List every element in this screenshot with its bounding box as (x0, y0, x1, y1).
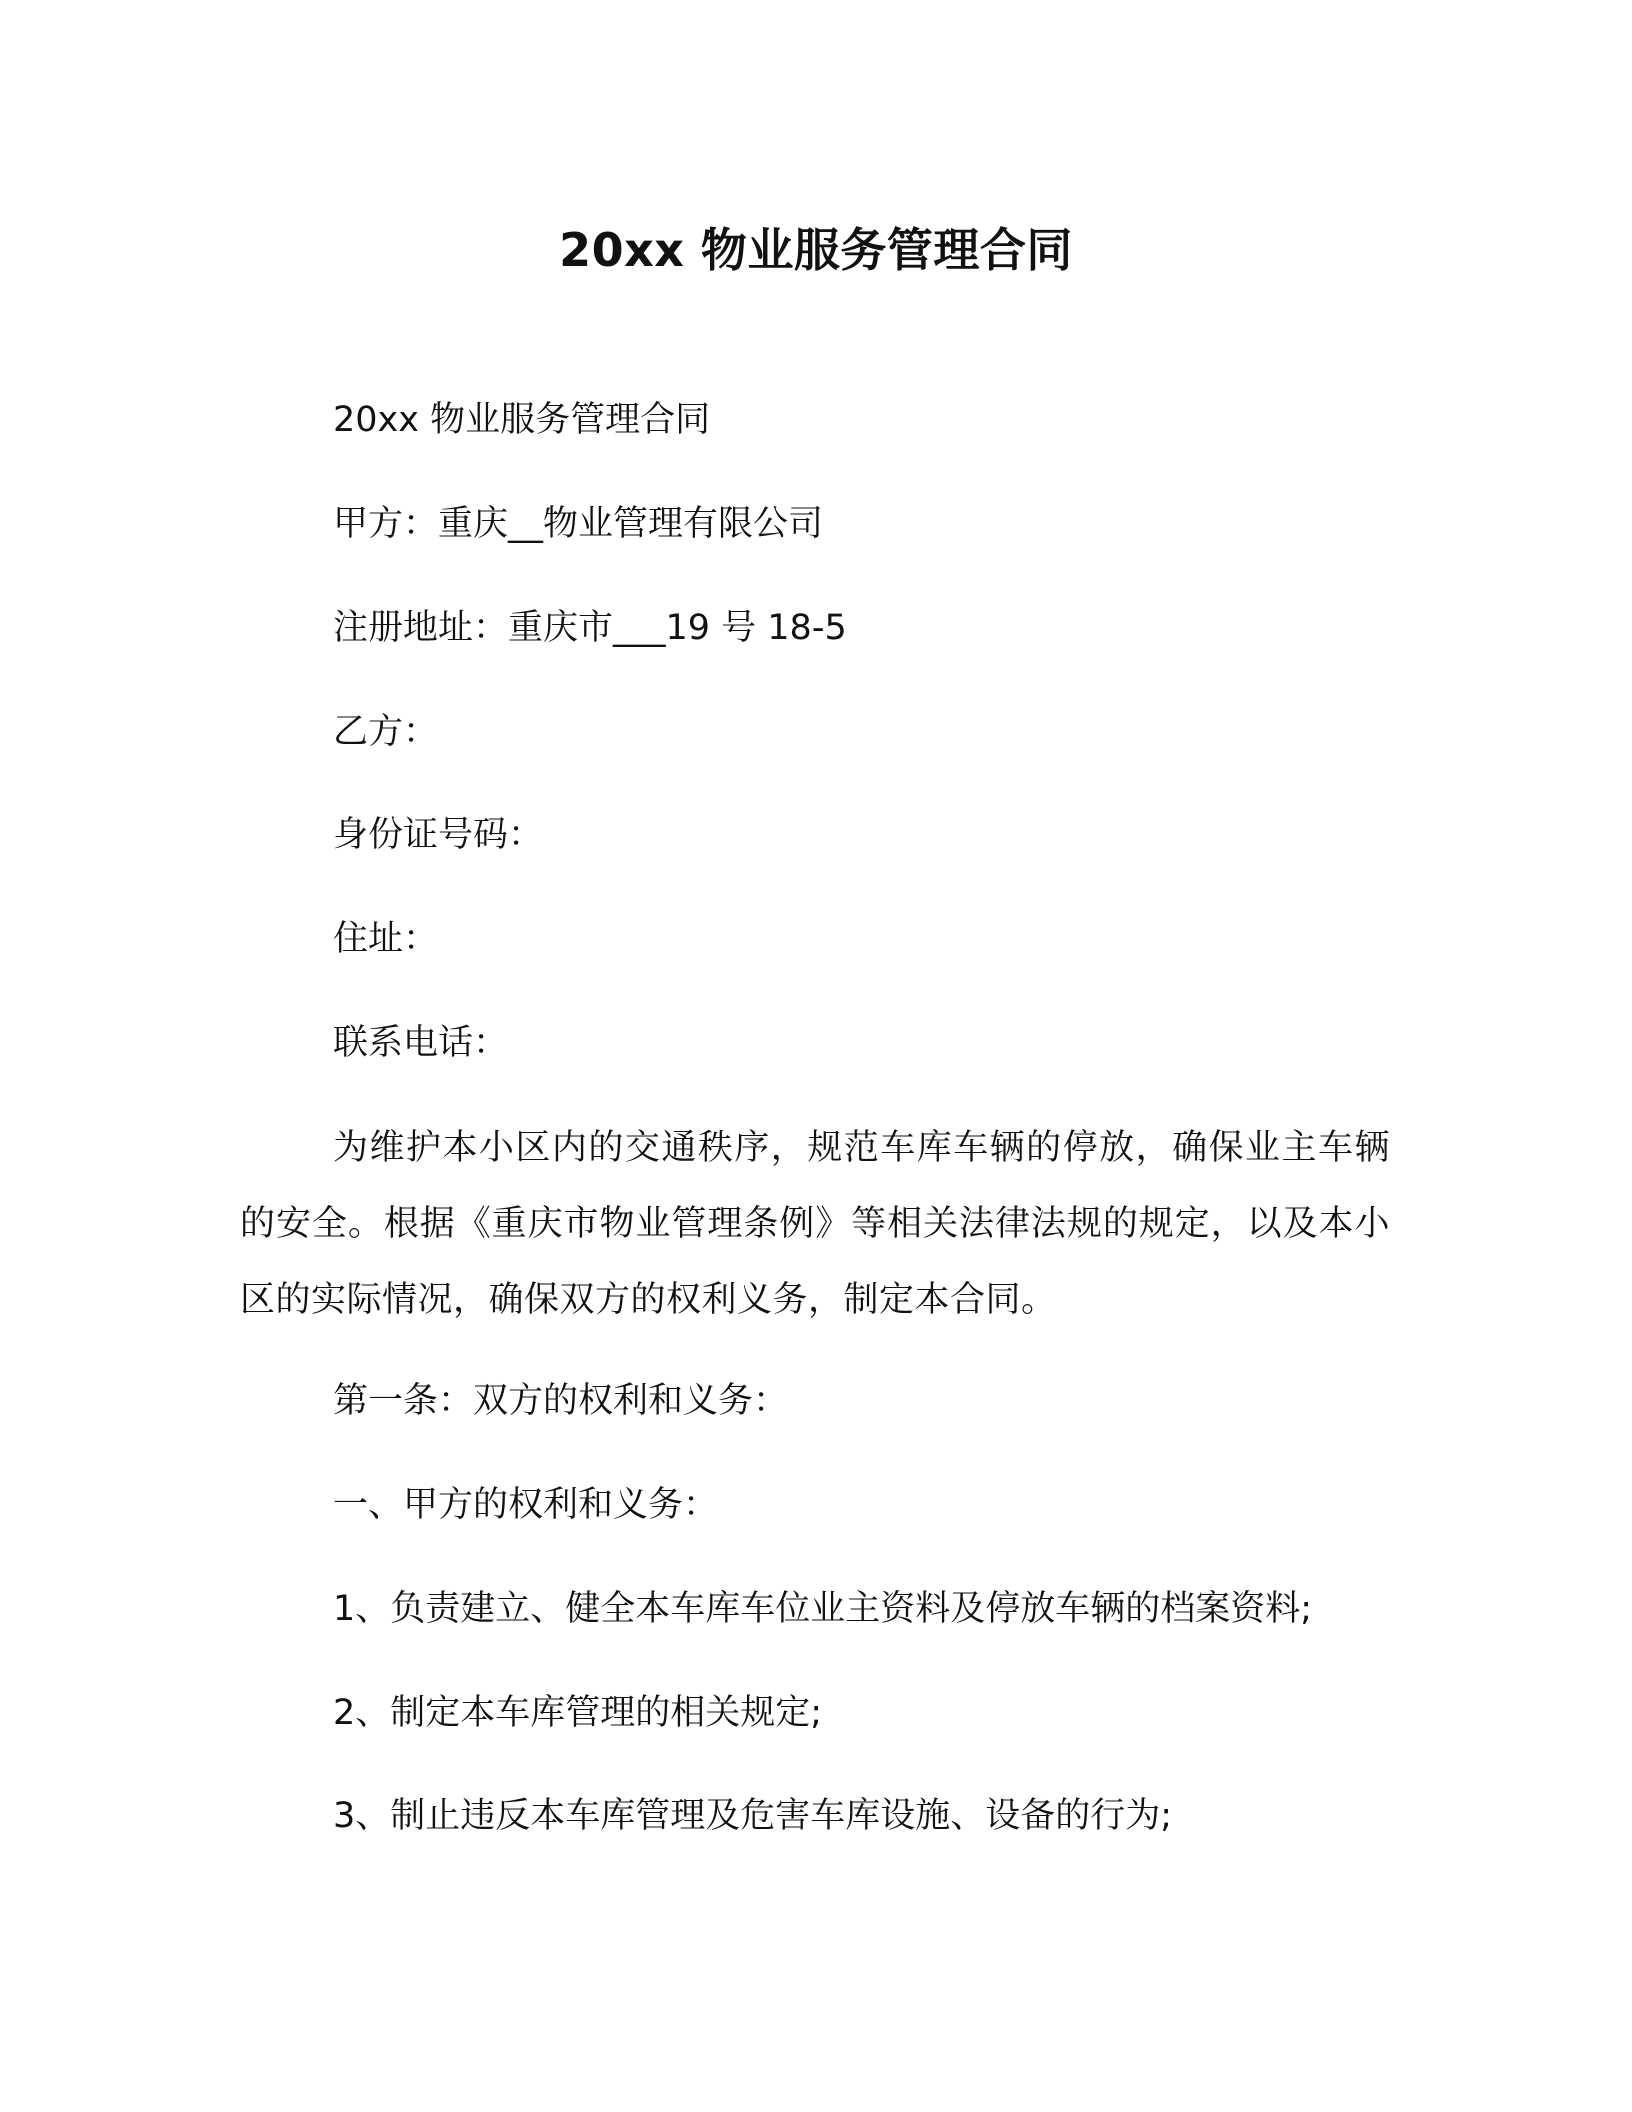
registered-address-line: 注册地址：重庆市___19 号 18-5 (333, 608, 847, 648)
item-1-line: 1、负责建立、健全本车库车位业主资料及停放车辆的档案资料; (333, 1589, 1313, 1629)
item-2-line: 2、制定本车库管理的相关规定; (333, 1693, 823, 1733)
item-3-line: 3、制止违反本车库管理及危害车库设施、设备的行为; (333, 1796, 1173, 1836)
preamble-paragraph: 为维护本小区内的交通秩序，规范车库车辆的停放，确保业主车辆的安全。根据《重庆市物业管理条例》等相关法律法规的规定，以及本小区的实际情况，确保双方的权利义务，制定本合同。 (240, 1128, 1390, 1320)
section-1-heading: 一、甲方的权利和义务： (333, 1485, 719, 1525)
party-b-line: 乙方： (333, 712, 439, 752)
article-1-heading: 第一条：双方的权利和义务： (333, 1381, 789, 1421)
phone-line: 联系电话： (333, 1023, 509, 1063)
contract-name-line: 20xx 物业服务管理合同 (333, 400, 711, 440)
address-line: 住址： (333, 919, 439, 959)
party-a-line: 甲方：重庆__物业管理有限公司 (333, 504, 824, 544)
document-title: 20xx 物业服务管理合同 (559, 223, 1073, 277)
id-number-line: 身份证号码： (333, 815, 544, 855)
